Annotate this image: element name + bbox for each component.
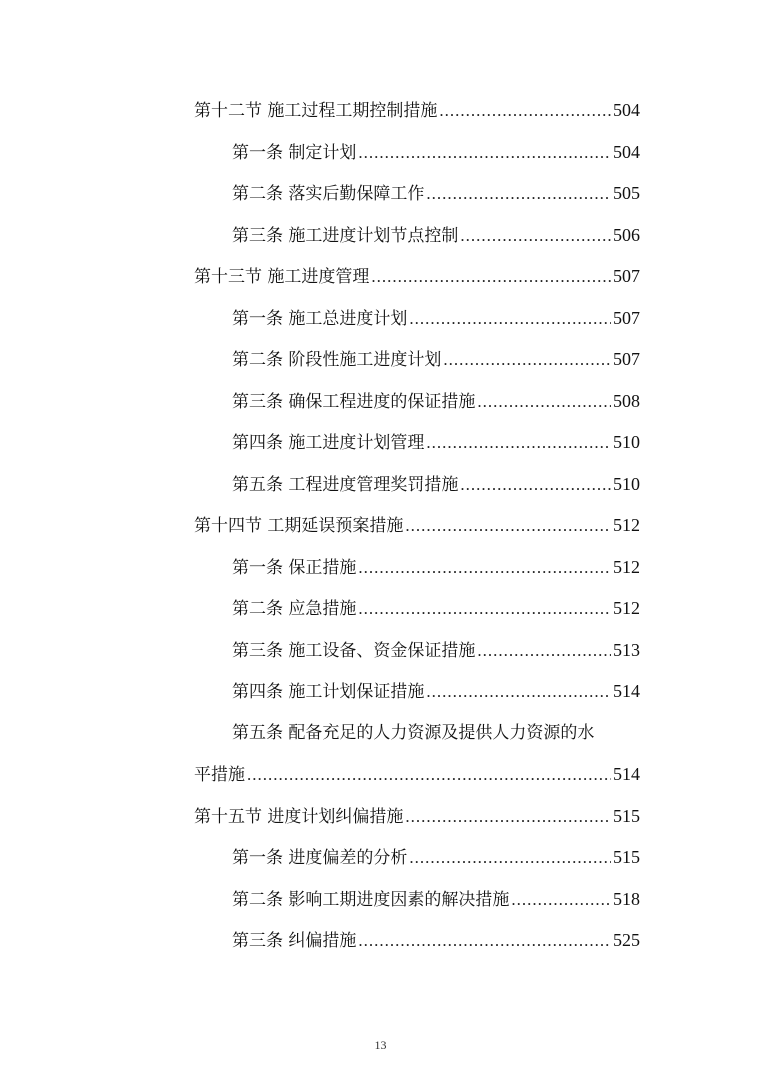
toc-leader-dots bbox=[426, 182, 611, 206]
toc-article[interactable] bbox=[232, 638, 640, 662]
toc-page: 514 bbox=[613, 681, 640, 701]
toc-leader-dots bbox=[477, 390, 611, 414]
toc-article[interactable] bbox=[232, 306, 640, 330]
toc-page: 505 bbox=[613, 183, 640, 203]
toc-page: 510 bbox=[613, 432, 640, 452]
toc-leader-dots bbox=[405, 805, 611, 829]
toc-article[interactable] bbox=[232, 430, 640, 454]
toc-title: 第十四节 工期延误预案措施 bbox=[194, 516, 404, 536]
toc-page: 504 bbox=[613, 100, 640, 120]
toc-section-14[interactable] bbox=[194, 513, 640, 537]
toc-title: 第五条 工程进度管理奖罚措施 bbox=[232, 475, 459, 495]
toc-article[interactable] bbox=[232, 845, 640, 869]
toc-title: 第一条 保正措施 bbox=[232, 558, 357, 578]
toc-article[interactable] bbox=[232, 928, 640, 952]
toc-section-15[interactable] bbox=[194, 804, 640, 828]
toc-title: 第一条 进度偏差的分析 bbox=[232, 848, 408, 868]
toc-article-wrapped-line[interactable]: 第五条 配备充足的人力资源及提供人力资源的水 bbox=[232, 723, 595, 743]
toc-page: 512 bbox=[613, 598, 640, 618]
toc-leader-dots bbox=[511, 888, 611, 912]
toc-page: 507 bbox=[613, 266, 640, 286]
toc-page: 508 bbox=[613, 391, 640, 411]
toc-leader-dots bbox=[426, 431, 611, 455]
toc-article[interactable] bbox=[232, 472, 640, 496]
toc-leader-dots bbox=[409, 846, 611, 870]
toc-page: 515 bbox=[613, 847, 640, 867]
toc-page: 515 bbox=[613, 806, 640, 826]
toc-leader-dots bbox=[358, 141, 611, 165]
toc-page: 507 bbox=[613, 349, 640, 369]
toc-title: 第二条 阶段性施工进度计划 bbox=[232, 350, 442, 370]
page-number: 13 bbox=[374, 1038, 387, 1052]
toc-title: 第三条 纠偏措施 bbox=[232, 931, 357, 951]
toc-page: 514 bbox=[613, 764, 640, 784]
toc-leader-dots bbox=[460, 473, 611, 497]
toc-leader-dots bbox=[371, 265, 611, 289]
toc-leader-dots bbox=[439, 99, 611, 123]
toc-section-12[interactable] bbox=[194, 98, 640, 122]
toc-title: 第十五节 进度计划纠偏措施 bbox=[194, 807, 404, 827]
toc-title: 第三条 确保工程进度的保证措施 bbox=[232, 392, 476, 412]
toc-title: 第二条 落实后勤保障工作 bbox=[232, 184, 425, 204]
toc-leader-dots bbox=[477, 639, 611, 663]
toc-page: 510 bbox=[613, 474, 640, 494]
toc-leader-dots bbox=[247, 763, 611, 787]
toc-page: 504 bbox=[613, 142, 640, 162]
toc-leader-dots bbox=[358, 597, 611, 621]
toc-title: 第三条 施工进度计划节点控制 bbox=[232, 226, 459, 246]
toc-section-13[interactable] bbox=[194, 264, 640, 288]
toc-article-continuation[interactable] bbox=[194, 762, 640, 786]
toc-article[interactable] bbox=[232, 679, 640, 703]
toc-page: 513 bbox=[613, 640, 640, 660]
toc-title: 第一条 制定计划 bbox=[232, 143, 357, 163]
toc-article[interactable] bbox=[232, 223, 640, 247]
toc-title: 第三条 施工设备、资金保证措施 bbox=[232, 641, 476, 661]
toc-page: 518 bbox=[613, 889, 640, 909]
toc-title: 第二条 应急措施 bbox=[232, 599, 357, 619]
toc-article[interactable] bbox=[232, 140, 640, 164]
toc-leader-dots bbox=[460, 224, 611, 248]
toc-page: 525 bbox=[613, 930, 640, 950]
toc-title: 第四条 施工计划保证措施 bbox=[232, 682, 425, 702]
toc-page: 507 bbox=[613, 308, 640, 328]
toc-page: 506 bbox=[613, 225, 640, 245]
toc-title: 第十三节 施工进度管理 bbox=[194, 267, 370, 287]
toc-title: 第十二节 施工过程工期控制措施 bbox=[194, 101, 438, 121]
toc-article[interactable] bbox=[232, 181, 640, 205]
toc-leader-dots bbox=[443, 348, 611, 372]
toc-article[interactable] bbox=[232, 596, 640, 620]
toc-title: 第二条 影响工期进度因素的解决措施 bbox=[232, 890, 510, 910]
toc-title: 平措施 bbox=[194, 765, 245, 785]
toc-page: 512 bbox=[613, 557, 640, 577]
toc-article[interactable] bbox=[232, 347, 640, 371]
toc-leader-dots bbox=[426, 680, 611, 704]
toc-title: 第一条 施工总进度计划 bbox=[232, 309, 408, 329]
toc-article[interactable] bbox=[232, 389, 640, 413]
toc-page: 512 bbox=[613, 515, 640, 535]
toc-article[interactable] bbox=[232, 555, 640, 579]
toc-title: 第四条 施工进度计划管理 bbox=[232, 433, 425, 453]
toc-article[interactable] bbox=[232, 887, 640, 911]
toc-leader-dots bbox=[405, 514, 611, 538]
toc-leader-dots bbox=[358, 929, 611, 953]
toc-leader-dots bbox=[409, 307, 611, 331]
toc-leader-dots bbox=[358, 556, 611, 580]
